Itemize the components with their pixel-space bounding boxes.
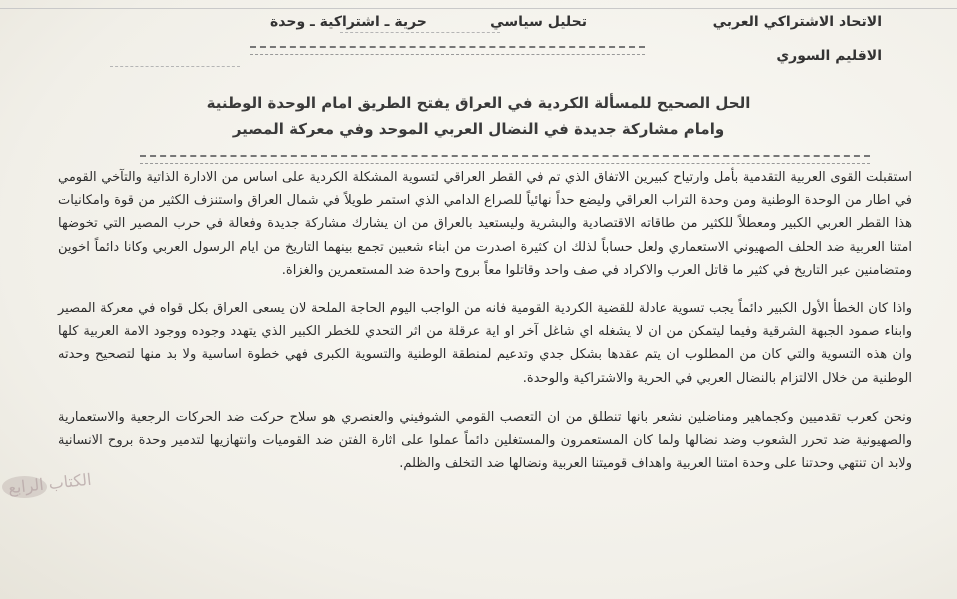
header-organization: الاتحاد الاشتراكي العربي xyxy=(712,14,882,30)
document-body xyxy=(58,166,912,475)
separator-dashes-top xyxy=(250,46,645,55)
header-region: الاقليم السوري xyxy=(776,48,882,64)
top-border-line xyxy=(0,8,957,9)
body-paragraph-1: استقبلت القوى العربية التقدمية بأمل وارتياح كبيرين الاتفاق الذي تم في القطر العراقي لتسوية المشكلة الكردية على اساس من الادارة الذاتية والتآخي القومي في اطار من الوحدة الوطنية ومن وحدة التراب العراقي وليضع حداً نهائياً للصراع الدامي الذي استمر طويلاً في شمال العراق واستنزف الكثير من قوة وامكانيات هذا القطر العربي الكبير ومعطلاً للكثير من طاقاته الاقتصادية والبشرية وليستعيد بالعراق من ان يشارك مشاركة جديدة وفعالة في حرب المصير التي تخوضها امتنا العربية ضد الحلف الصهيوني الاستعماري ولعل حساباً لذلك ان كثيرة اصدرت من ابناء شعبين تجمع بينهما التاريخ من ايام الرسول العربي وكانا دائماً اخوين ومتضامنين عبر التاريخ في كثير ما قاتل العرب والاكراد في صف واحد وقاتلوا معاً بروح واحدة ضد المستعمرين والغزاة. xyxy=(58,170,912,278)
body-paragraph-3: ونحن كعرب تقدميين وكجماهير ومناضلين نشعر بانها تنطلق من ان التعصب القومي الشوفيني والعنصري هو سلاح حركت ضد الحركات الرجعية والاستعمارية والصهيونية ضد تحرر الشعوب وضد نضالها ولما كان المستعمرون والمستغلين دائماً عملوا على اثارة الفتن ضد القوميات وانتهازيها لتدمير وحدة بروح الانسانية ولابد ان تنتهي وحدتنا على وحدة امتنا العربية واهداف قوميتنا العربية ونضالها ضد التخلف والظلم. xyxy=(58,409,912,472)
title-line-1: الحل الصحيح للمسألة الكردية في العراق يفتح الطريق امام الوحدة الوطنية xyxy=(206,94,751,112)
faint-dash-line xyxy=(110,66,240,67)
faint-dash-line xyxy=(340,32,500,33)
separator-dashes-bottom xyxy=(140,155,870,164)
header-slogan: حرية ـ اشتراكية ـ وحدة xyxy=(270,14,427,30)
document-title xyxy=(105,90,852,142)
archive-stamp: الكتاب الرابع xyxy=(7,469,93,498)
body-paragraph-2: واذا كان الخطأ الأول الكبير دائماً يجب تسوية عادلة للقضية الكردية القومية فانه من الواجب اليوم الحاجة الملحة لان يسعى العراق بكل قواه في معركة المصير وابناء صمود الجبهة الشرقية وفيما ليتمكن من ان لا يشغله اي شاغل آخر او اية عرقلة من اثر التحدي للخطر الكبير الذي يتهدد وجوده ووجود الامة العربية كلها وان هذه التسوية والتي كان من المطلوب ان يتم عقدها بشكل جدي وتدعيم لمنطقة الوطنية والتسوية الكبرى فهي خطوة اساسية ولا بد منها لتصحيح وحدته الوطنية من خلال الالتزام بالنضال العربي في الحرية والاشتراكية والوحدة. xyxy=(58,301,912,386)
header-document-type: تحليل سياسي xyxy=(490,14,587,30)
title-line-2: وامام مشاركة جديدة في النضال العربي الموحد وفي معركة المصير xyxy=(232,120,725,138)
